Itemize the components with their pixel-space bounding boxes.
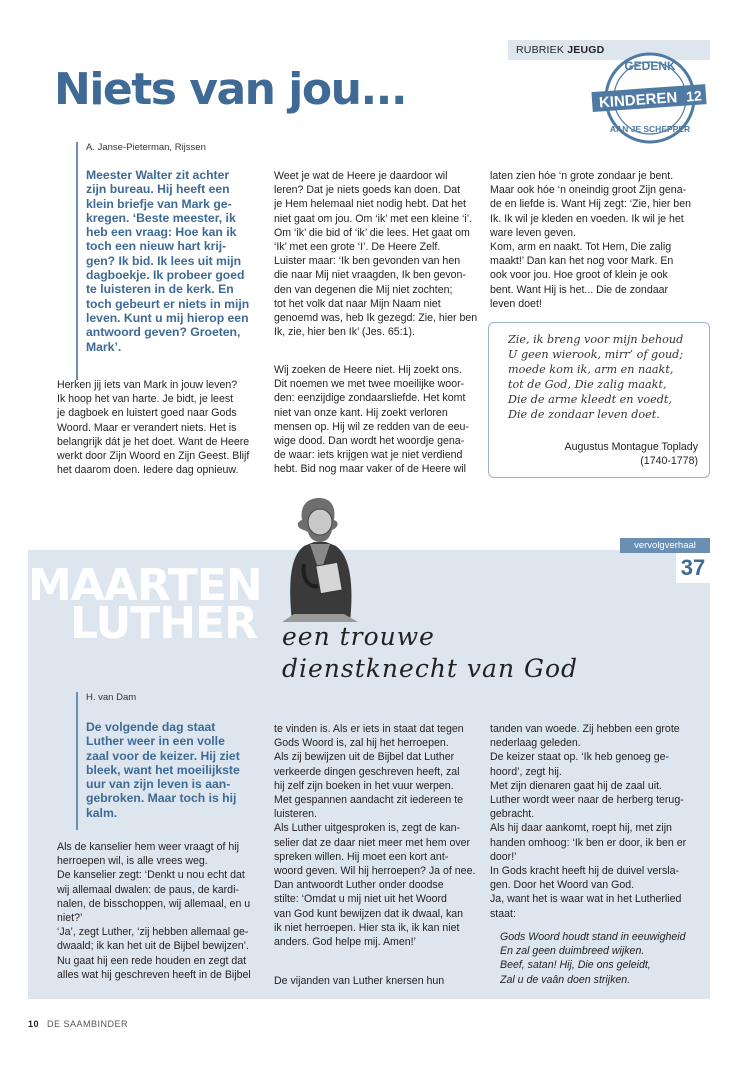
article2-col3-line: Met zijn dienaren gaat hij de zaal uit. bbox=[490, 779, 662, 792]
stamp-middle-text: KINDEREN bbox=[598, 89, 678, 112]
article1-col2a-line: ‘Ik’ met een grote ‘I’. De Heere Zelf. bbox=[274, 241, 441, 254]
rubriek-prefix: RUBRIEK bbox=[516, 44, 565, 56]
article2-lead-line: kalm. bbox=[86, 805, 118, 820]
article1-col2b-line: de waar: iets krijgen wat je niet verdiend bbox=[274, 449, 463, 462]
magazine-name: DE SAAMBINDER bbox=[47, 1019, 129, 1029]
article2-col2b-line: De vijanden van Luther knersen hun bbox=[274, 975, 445, 987]
subtitle-line1: een trouwe bbox=[282, 622, 435, 651]
article1-title: Niets van jou... bbox=[54, 64, 407, 115]
article2-col3-line: gebracht. bbox=[490, 808, 535, 821]
article1-lead-line: dagboekje. Ik probeer goed bbox=[86, 268, 245, 283]
article2-col2a bbox=[274, 722, 486, 949]
luther-hymn-line: En zal geen duimbreed wijken. bbox=[500, 945, 645, 958]
article2-lead-line: uur van zijn leven is aan- bbox=[86, 777, 231, 792]
article1-col3-line: de en liefde is. Want Hij zegt: ‘Zie, hier ben bbox=[490, 198, 691, 211]
article2-col3-line: handen omhoog: ‘Ik ben er door, ik ben er bbox=[490, 836, 687, 849]
article2-col1-line: dwaald; ik kan het uit de Bijbel bewijzen’. bbox=[57, 940, 249, 953]
article2-col1-line: Nu gaat hij een rede houden en zegt dat bbox=[57, 954, 247, 967]
article2-author: H. van Dam bbox=[86, 692, 137, 703]
article1-bar bbox=[76, 142, 78, 380]
article1-col1-line: belangrijk dát je het doet. Want de Heere bbox=[57, 435, 250, 448]
article1-col2a-line: Om ‘ik’ die bid of ‘ik’ die lees. Het gaat om bbox=[274, 226, 470, 239]
article2-col2a-line: Als Luther uitgesproken is, zegt de kan- bbox=[274, 822, 461, 835]
luther-title-line2: LUTHER bbox=[70, 598, 257, 649]
article1-col2b-line: den: eenzijdige zondaarsliefde. Het komt bbox=[274, 392, 466, 405]
article1-col2b bbox=[274, 363, 486, 477]
luther-portrait-illustration bbox=[274, 494, 364, 622]
article1-col1-line: Woord. Maar er verandert niets. Het is bbox=[57, 421, 237, 434]
article1-col3-line: Ik. Ik wil je kleden en voeden. Ik wil je het bbox=[490, 212, 684, 225]
article1-col2a-line: je Hem helemaal niet nodig hebt. Dat het bbox=[274, 198, 466, 211]
article1-col2a bbox=[274, 169, 486, 339]
poem bbox=[508, 332, 683, 422]
article1-lead-line: klein briefje van Mark ge- bbox=[86, 196, 232, 211]
article2-col2a-line: hij zelf zijn boeken in het vuur werpen. bbox=[274, 779, 454, 792]
article2-col2a-line: anders. God helpe mij. Amen!’ bbox=[274, 936, 416, 949]
article1-col2b-line: Dit noemen we met twee moeilijke woor- bbox=[274, 378, 465, 391]
episode-number: 37 bbox=[676, 553, 710, 583]
article1-col3-line: laten zien hóe ‘n grote zondaar je bent. bbox=[490, 170, 674, 182]
article1-col2a-line: Weet je wat de Heere je daardoor wil bbox=[274, 170, 448, 182]
article1-col3-line: ware leven geven. bbox=[490, 226, 576, 239]
article2-col3-line: nederlaag geleden. bbox=[490, 737, 581, 750]
article2-col1-line: niet?’ bbox=[57, 912, 83, 925]
article1-col1-line: je dagboek en luistert goed naar Gods bbox=[57, 407, 237, 420]
article1-col2a-line: die naar Mij niet vraagden, Ik ben gevon- bbox=[274, 269, 466, 282]
article1-lead-line: te luisteren in de kerk. En bbox=[86, 282, 234, 297]
article2-col2a-line: verkeerde dingen geschreven heeft, zal bbox=[274, 765, 460, 778]
rubriek-name: JEUGD bbox=[567, 44, 605, 56]
article1-author: A. Janse-Pieterman, Rijssen bbox=[86, 142, 206, 153]
luther-hymn-line: Beef, satan! Hij, Die ons geleidt, bbox=[500, 959, 651, 972]
article1-col1-line: Ik hoop het van harte. Je bidt, je leest bbox=[57, 393, 234, 406]
article1-col3-line: ook voor jou. Hoe groot of klein je ook bbox=[490, 269, 668, 282]
article2-col1-line: ‘Ja’, zegt Luther, ‘zij hebben allemaal ge- bbox=[57, 926, 249, 939]
subtitle-line2: dienstknecht van God bbox=[282, 654, 579, 683]
luther-hymn bbox=[500, 930, 710, 987]
article1-col2a-line: niet gaat om jou. Om ‘ik’ met een kleine ‘i’. bbox=[274, 212, 473, 225]
page-number: 10 bbox=[28, 1019, 40, 1029]
article2-col2a-line: Gods Woord is, zal hij het herroepen. bbox=[274, 737, 449, 750]
article2-col3-line: gen. Door het Woord van God. bbox=[490, 879, 635, 892]
article1-col2a-line: Luister maar: ‘Ik ben gevonden van hen bbox=[274, 255, 461, 268]
article2-col3-line: door!’ bbox=[490, 850, 517, 863]
article2-col1-line: alles wat hij geschreven heeft in de Bijbel bbox=[57, 968, 251, 981]
article2-col3-line: tanden van woede. Zij hebben een grote bbox=[490, 723, 680, 735]
luther-title-line1: MAARTEN bbox=[28, 560, 262, 611]
article1-lead-line: Meester Walter zit achter bbox=[86, 168, 230, 182]
article1-lead-line: kregen. ‘Beste meester, ik bbox=[86, 210, 236, 225]
article1-col1-line: het daarom doen. Iedere dag opnieuw. bbox=[57, 464, 239, 477]
article2-col1-line: De kanselier zegt: ‘Denkt u nou echt dat bbox=[57, 869, 245, 882]
poem-line: Zie, ik breng voor mijn behoud bbox=[508, 333, 684, 346]
article2-col2a-line: Als zij bewijzen uit de Bijbel dat Luther bbox=[274, 751, 455, 764]
article2-col2a-line: Met gespannen aandacht zit iedereen te bbox=[274, 794, 464, 807]
article2-lead-line: gebroken. Maar toch is hij bbox=[86, 791, 237, 806]
page-footer bbox=[28, 1019, 128, 1029]
article1-col2a-line: tot het volk dat naar Mijn Naam niet bbox=[274, 297, 441, 310]
article2-col1-line: nalen, de bisschoppen, wij allemaal, en u bbox=[57, 897, 251, 910]
article2-lead bbox=[86, 720, 266, 820]
luther-hymn-line: Zal u de vaân doen strijken. bbox=[500, 973, 631, 986]
article1-col2b-line: Wij zoeken de Heere niet. Hij zoekt ons. bbox=[274, 364, 462, 376]
article1-col3-line: bent. Want Hij is het... Die de zondaar bbox=[490, 283, 669, 296]
article2-col2a-line: Dan antwoordt Luther onder doodse bbox=[274, 879, 444, 892]
article1-lead-line: toch gebeurt er niets in mijn bbox=[86, 296, 250, 311]
article1-col1-line: werkt door Zijn Woord en Zijn Geest. Blijf bbox=[57, 450, 250, 463]
article1-col2b-line: niet van onze kant. Hij zoekt verloren bbox=[274, 406, 448, 419]
article2-col2a-line: ik niet herroepen. Hier sta ik, ik kan niet bbox=[274, 921, 460, 934]
article1-lead-line: toch een nieuw hart krij- bbox=[86, 239, 227, 254]
article2-lead-line: bleek, want het moeilijkste bbox=[86, 762, 240, 777]
article1-lead bbox=[86, 168, 266, 354]
article2-col1-line: wij allemaal dwalen: de paus, de kardi- bbox=[57, 883, 239, 896]
poem-line: U geen wierook, mirr’ of goud; bbox=[508, 348, 684, 361]
article1-col3-line: Kom, arm en naakt. Tot Hem, Die zalig bbox=[490, 241, 672, 254]
article2-bar bbox=[76, 692, 78, 830]
article2-lead-line: Luther weer in een volle bbox=[86, 734, 225, 749]
article1-col3 bbox=[490, 169, 710, 311]
article1-col2a-line: Ik, zie, hier ben Ik’ (Jes. 65:1). bbox=[274, 326, 415, 339]
article2-col2a-line: van God kunt bewijzen dat ik dwaal, kan bbox=[274, 907, 464, 920]
article1-col2b-line: hebt. Bid nog maar vaker of de Heere wil bbox=[274, 463, 466, 476]
article2-col2a-line: stilte: ‘Omdat u mij niet uit het Woord bbox=[274, 893, 447, 906]
article2-col3-line: In Gods kracht heeft hij de duivel versla- bbox=[490, 865, 680, 878]
article1-col2b-line: mensen op. Hij wil ze redden van de eeu- bbox=[274, 420, 469, 433]
luther-subtitle bbox=[276, 615, 696, 687]
article2-col3-line: staat: bbox=[490, 907, 516, 920]
poem-line: Die de arme kleedt en voedt, bbox=[508, 393, 672, 406]
article1-lead-line: heb een vraag: Hoe kan ik bbox=[86, 225, 237, 240]
article1-lead-line: gen? Ik bid. Ik lees uit mijn bbox=[86, 253, 242, 268]
stamp-bottom-text: AAN JE SCHEPPER bbox=[609, 124, 691, 134]
article1-col2a-line: den van degenen die Mij niet zochten; bbox=[274, 283, 453, 296]
poem-line: Die de zondaar leven doet. bbox=[508, 408, 660, 421]
article2-col3-line: hoord’, zegt hij. bbox=[490, 765, 562, 778]
gedenk-kinderen-stamp bbox=[588, 48, 708, 148]
article2-col2a-line: selier dat ze daar niet meer met hem over bbox=[274, 836, 471, 849]
article1-lead-line: antwoord geven? Groeten, bbox=[86, 325, 241, 340]
article1-col2b-line: wige dood. Dan wordt het woordje gena- bbox=[274, 435, 465, 448]
stamp-number: 12 bbox=[685, 87, 703, 105]
article2-col3-line: Als hij daar aankomt, roept hij, met zijn bbox=[490, 822, 672, 835]
article1-lead-line: leven. Kunt u mij hierop een bbox=[86, 310, 249, 325]
poem-author bbox=[488, 440, 698, 468]
article2-col2a-line: te vinden is. Als er iets in staat dat tegen bbox=[274, 723, 464, 735]
article1-col3-line: leven doet! bbox=[490, 297, 542, 310]
article1-col2a-line: leren? Dat je niets goeds kan doen. Dat bbox=[274, 184, 461, 197]
article2-col3 bbox=[490, 722, 710, 921]
article1-lead-line: zijn bureau. Hij heeft een bbox=[86, 182, 230, 197]
article2-col3-line: De keizer staat op. ‘Ik heb genoeg ge- bbox=[490, 751, 670, 764]
article2-col1 bbox=[57, 840, 271, 982]
article2-col2a-line: woord geven. Wil hij herroepen? Ja of nee. bbox=[274, 865, 476, 878]
luther-hymn-line: Gods Woord houdt stand in eeuwigheid bbox=[500, 931, 686, 943]
article2-lead-line: zaal voor de keizer. Hij ziet bbox=[86, 748, 240, 763]
article1-col2a-line: genoemd was, heb Ik gezegd: Zie, hier ben bbox=[274, 312, 478, 325]
article2-col2a-line: spreken willen. Hij moet een kort ant- bbox=[274, 850, 449, 863]
article2-col2a-line: luisteren. bbox=[274, 808, 317, 821]
article1-col3-line: Maar ook hóe ‘n oneindig groot Zijn gena- bbox=[490, 184, 687, 197]
vervolgverhaal-tab: vervolgverhaal bbox=[620, 538, 710, 553]
article2-lead-line: De volgende dag staat bbox=[86, 720, 216, 734]
article2-col3-line: Ja, want het is waar wat in het Lutherlied bbox=[490, 893, 682, 906]
stamp-top-text: GEDENK bbox=[624, 59, 676, 73]
article2-col1-line: herroepen wil, is alle vrees weg. bbox=[57, 855, 208, 868]
poem-author-years: (1740-1778) bbox=[640, 455, 698, 467]
article1-col3-line: maakt!’ Dan kan het nog voor Mark. En bbox=[490, 255, 674, 268]
article2-col2b bbox=[274, 974, 486, 988]
article1-col1 bbox=[57, 378, 271, 477]
article1-col1-line: Herken jij iets van Mark in jouw leven? bbox=[57, 379, 238, 391]
article1-lead-line: Mark’. bbox=[86, 339, 122, 354]
article2-col3-line: Luther wordt weer naar de herberg terug- bbox=[490, 794, 684, 807]
poem-author-name: Augustus Montague Toplady bbox=[564, 441, 698, 453]
poem-line: tot de God, Die zalig maakt, bbox=[508, 378, 667, 391]
poem-line: moede kom ik, arm en naakt, bbox=[508, 363, 674, 376]
article2-col1-line: Als de kanselier hem weer vraagt of hij bbox=[57, 841, 239, 853]
